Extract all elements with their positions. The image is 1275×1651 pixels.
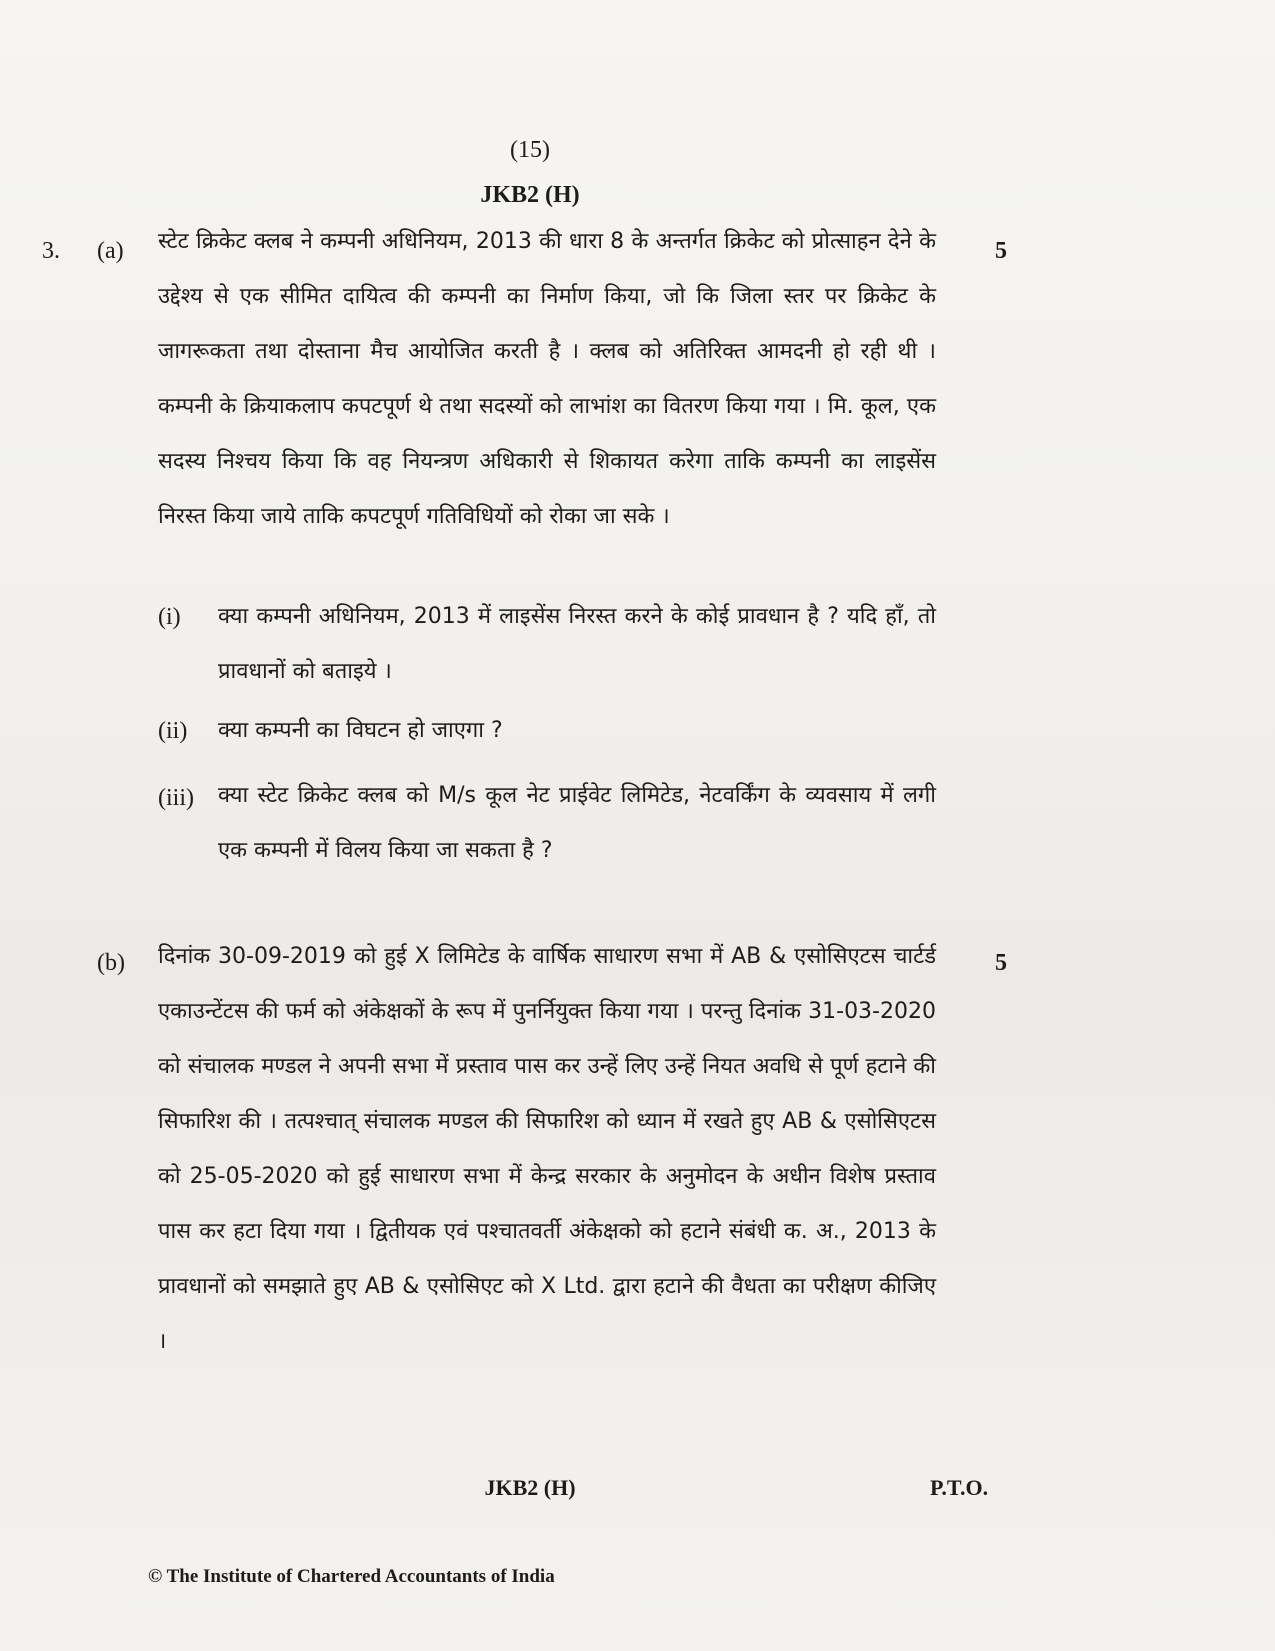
- sub-question-ii-text: क्या कम्पनी का विघटन हो जाएगा ?: [218, 718, 503, 743]
- sub-question-iii-text: क्या स्टेट क्रिकेट क्लब को M/s कूल नेट प्राईवेट लिमिटेड, नेटवर्किंग के व्यवसाय में लगी एक कम्पनी में विलय किया जा सकता है ?: [218, 783, 936, 863]
- sub-question-ii-label: (ii): [158, 718, 188, 744]
- sub-question-iii-label: (iii): [158, 785, 194, 811]
- part-b-marks: 5: [995, 950, 1007, 976]
- paper-code-footer: JKB2 (H): [484, 1475, 576, 1500]
- paper-code-header: JKB2 (H): [480, 182, 580, 208]
- page-number: (15): [510, 137, 550, 163]
- part-b-label: (b): [97, 950, 125, 976]
- part-b-text: दिनांक 30-09-2019 को हुई X लिमिटेड के वार्षिक साधारण सभा में AB & एसोसिएटस चार्टर्ड एकाउन्टेंटस की फर्म को अंकेक्षकों के रूप में पुनर्नियुक्त किया गया । परन्तु दिनांक 31-03-2020 को संचालक मण्डल ने अपनी सभा में प्रस्ताव पास कर उन्हें लिए उन्हें नियत अवधि से पूर्ण हटाने की सिफारिश की । तत्पश्चात् संचालक मण्डल की सिफारिश को ध्यान में रखते हुए AB & एसोसिएटस को 25-05-2020 को हुई साधारण सभा में केन्द्र सरकार के अनुमोदन के अधीन विशेष प्रस्ताव पास कर हटा दिया गया । द्वितीयक एवं पश्चातवर्ती अंकेक्षको को हटाने संबंधी क. अ., 2013 के प्रावधानों को समझाते हुए AB & एसोसिएट को X Ltd. द्वारा हटाने की वैधता का परीक्षण कीजिए ।: [158, 944, 936, 1354]
- pto-label: P.T.O.: [930, 1475, 989, 1500]
- part-a-label: (a): [97, 238, 124, 264]
- copyright-notice: © The Institute of Chartered Accountants of India: [148, 1566, 555, 1587]
- part-a-text: स्टेट क्रिकेट क्लब ने कम्पनी अधिनियम, 2013 की धारा 8 के अन्तर्गत क्रिकेट को प्रोत्साहन देने के उद्देश्य से एक सीमित दायित्व की कम्पनी का निर्माण किया, जो कि जिला स्तर पर क्रिकेट के जागरूकता तथा दोस्ताना मैच आयोजित करती है । क्लब को अतिरिक्त आमदनी हो रही थी । कम्पनी के क्रियाकलाप कपटपूर्ण थे तथा सदस्यों को लाभांश का वितरण किया गया । मि. कूल, एक सदस्य निश्चय किया कि वह नियन्त्रण अधिकारी से शिकायत करेगा ताकि कम्पनी का लाइसेंस निरस्त किया जाये ताकि कपटपूर्ण गतिविधियों को रोका जा सके ।: [158, 229, 936, 529]
- sub-question-i-text: क्या कम्पनी अधिनियम, 2013 में लाइसेंस निरस्त करने के कोई प्रावधान है ? यदि हाँ, तो प्रावधानों को बताइये ।: [218, 604, 936, 684]
- part-a-marks: 5: [995, 238, 1007, 264]
- question-number: 3.: [42, 238, 60, 264]
- sub-question-i-label: (i): [158, 604, 181, 630]
